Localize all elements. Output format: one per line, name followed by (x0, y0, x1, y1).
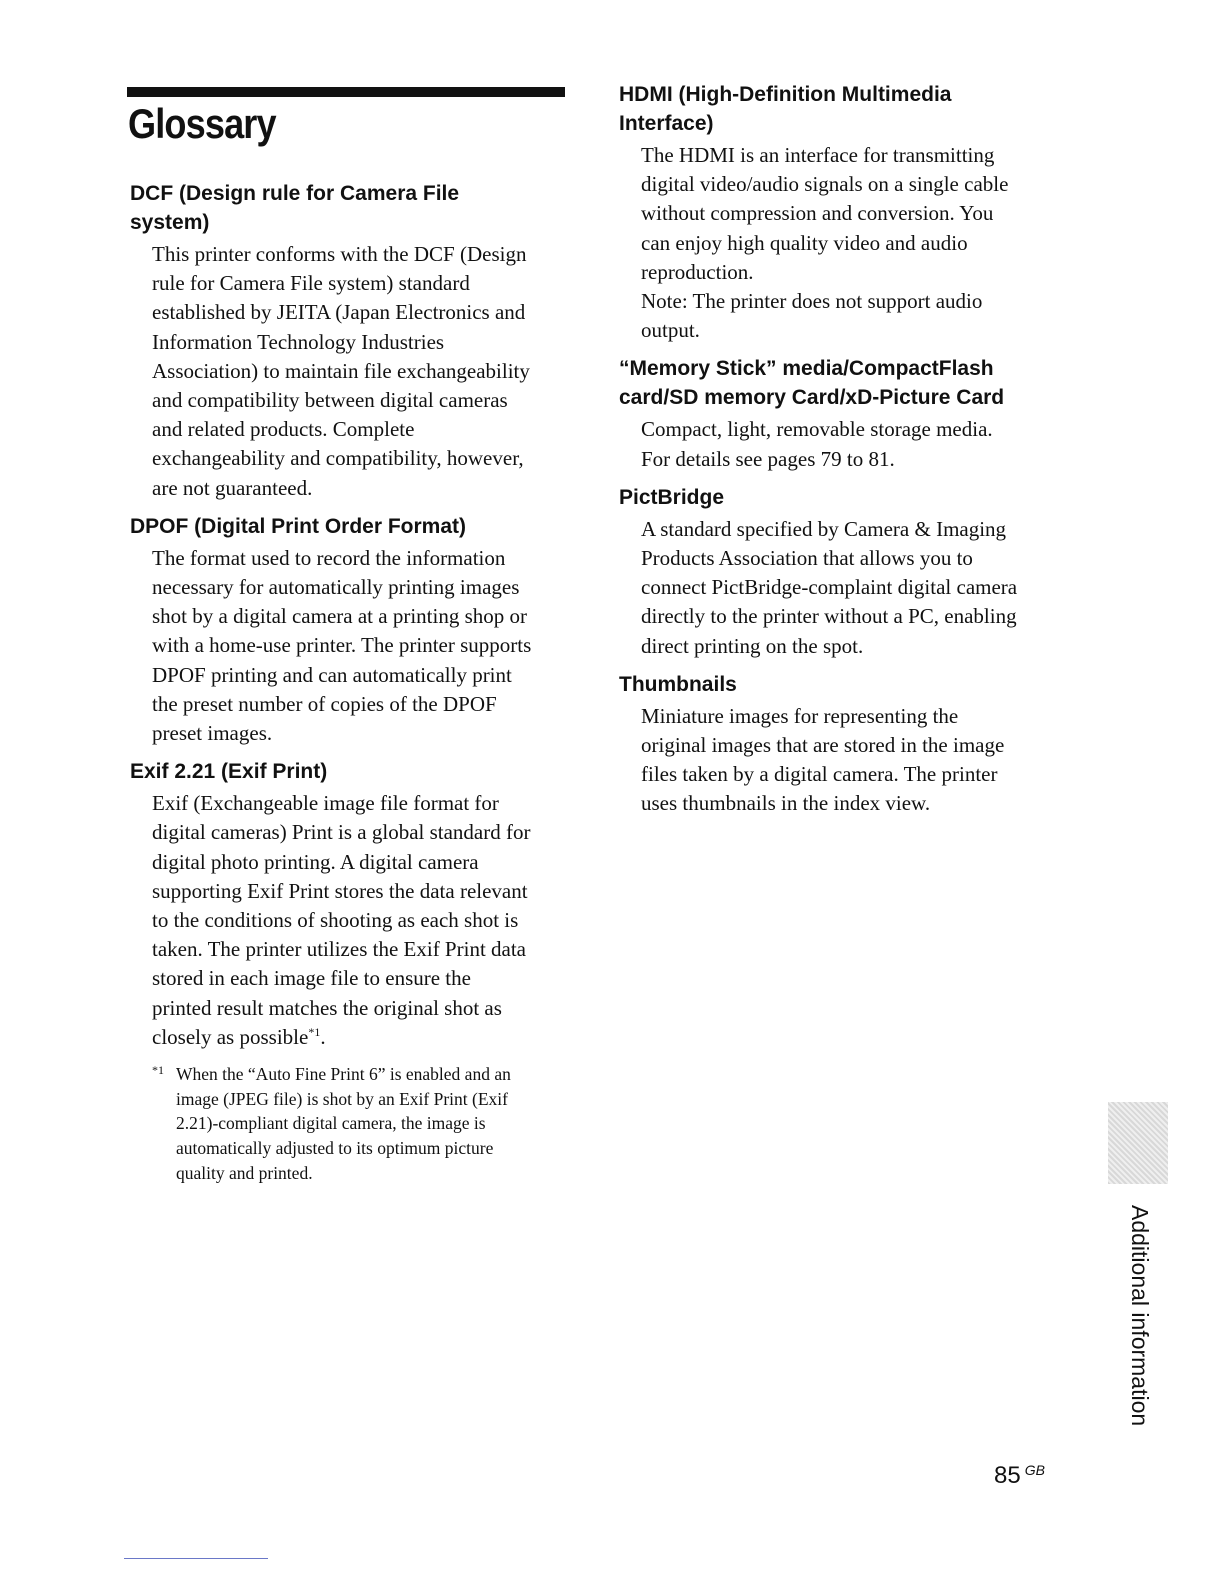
glossary-term-pictbridge (619, 483, 1059, 661)
glossary-right-column (619, 80, 1059, 828)
page-number: 85 $^{GB}$ (994, 1462, 1045, 1489)
glossary-left-column (130, 179, 570, 1195)
title-rule (127, 87, 565, 97)
footnote-mark: *1 (152, 1063, 164, 1078)
term-title: DPOF (Digital Print Order Format) (130, 514, 467, 538)
term-definition: This printer conforms with the DCF (Design rule for Camera File system) standard established by JEITA (Japan Electronics and Information Technology Industries Association) to maintain file exchangeability and compatibility between digital cameras and related products. Complete exchangeability and compatibility, however, are not guaranteed. (152, 242, 530, 500)
footnote-reference: *1 (308, 1024, 321, 1039)
bottom-rule (124, 1558, 268, 1559)
glossary-term-exif (130, 757, 570, 1185)
glossary-term-memory-cards (619, 354, 1059, 473)
term-definition: Miniature images for representing the original images that are stored in the image files taken by a digital camera. The printer uses thumbnails in the index view. (641, 703, 1005, 816)
term-definition: Exif (Exchangeable image file format for digital cameras) Print is a global standard for digital photo printing. A digital camera supporting Exif Print stores the data relevant to the conditions of shooting as each shot is taken. The printer utilizes the Exif Print data stored in each image file to ensure the printed result matches the original shot as closely as possible$^{*1}$. (152, 791, 531, 1049)
glossary-term-dpof (130, 512, 570, 748)
term-title: PictBridge (619, 485, 725, 509)
term-definition: The HDMI is an interface for transmitting digital video/audio signals on a single cable without compression and conversion. You can enjoy high quality video and audio reproduction. Note: The printer does not support audio output. (641, 143, 1009, 343)
term-title: “Memory Stick” media/CompactFlash card/SD memory Card/xD-Picture Card (619, 357, 1005, 410)
glossary-term-dcf (130, 179, 570, 503)
footnote: *1 When the “Auto Fine Print 6” is enabled and an image (JPEG file) is shot by an Exif Print (Exif 2.21)-compliant digital camera, the image is automatically adjusted to its optimum picture quality and printed. (152, 1062, 570, 1186)
section-tab-label: Additional information (1127, 1205, 1153, 1427)
glossary-term-hdmi (619, 80, 1059, 345)
term-title: DCF (Design rule for Camera File system) (130, 182, 460, 234)
page-title: Glossary (128, 100, 276, 147)
term-title: HDMI (High-Definition Multimedia Interface) (619, 83, 952, 135)
page-region-code: GB (1024, 1462, 1045, 1478)
term-definition: Compact, light, removable storage media. For details see pages 79 to 81. (641, 417, 993, 471)
term-title: Thumbnails (619, 672, 737, 696)
term-definition: A standard specified by Camera & Imaging Products Association that allows you to connect PictBridge-complaint digital camera directly to the printer without a PC, enabling direct printing on the spot. (641, 516, 1018, 658)
term-definition: The format used to record the information necessary for automatically printing images shot by a digital camera at a printing shop or with a home-use printer. The printer supports DPOF printing and can automatically print the preset number of copies of the DPOF preset images. (152, 545, 532, 746)
glossary-term-thumbnails (619, 670, 1059, 819)
term-title: Exif 2.21 (Exif Print) (130, 760, 328, 784)
section-tab-marker (1108, 1102, 1168, 1184)
